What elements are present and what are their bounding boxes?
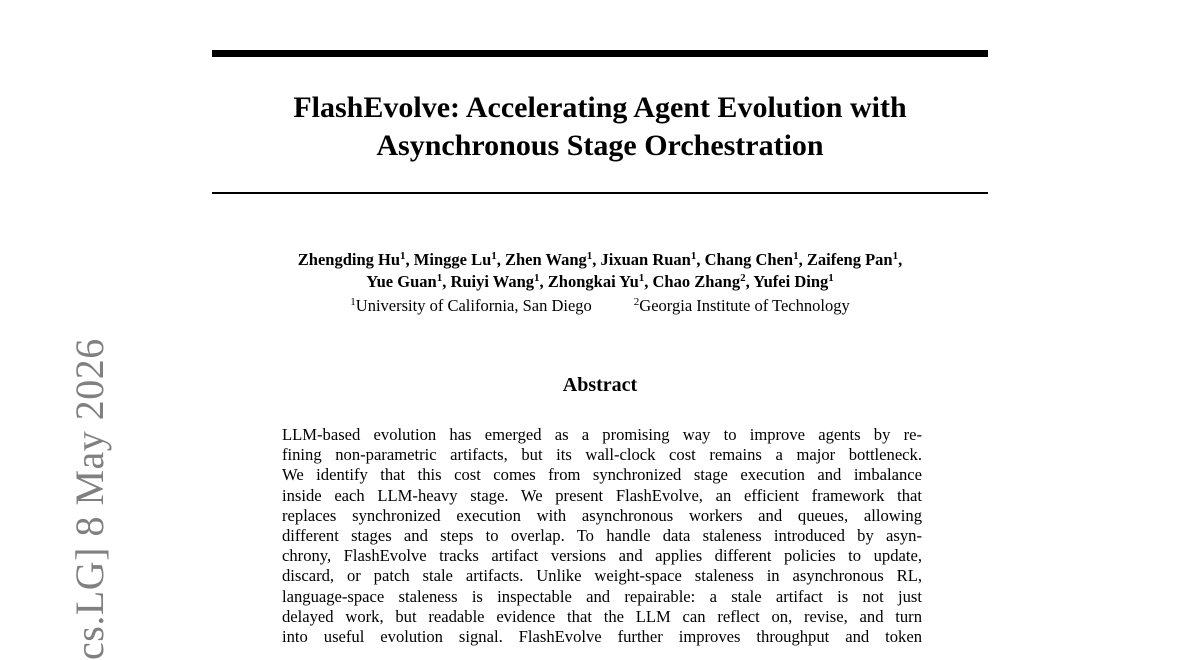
author-name: Yufei Ding: [753, 272, 829, 291]
author-name: Mingge Lu: [413, 250, 492, 269]
author-name: Jixuan Ruan: [600, 250, 691, 269]
abstract-line: LLM-based evolution has emerged as a promising way to improve agents by re-: [282, 425, 922, 444]
author-line-1: Zhengding Hu$^1$, Mingge Lu$^1$, Zhen Wang$^1$, Jixuan Ruan$^1$, Chang Chen$^1$, Zaifeng Pan$^1$,: [297, 250, 903, 269]
author-affiliation-mark: 2: [740, 272, 746, 284]
affiliation-mark: 1: [350, 296, 356, 308]
abstract-line: chrony, FlashEvolve tracks artifact versions and applies different policies to update,: [282, 546, 922, 566]
author-affiliation-mark: 1: [400, 250, 406, 262]
abstract-line: delayed work, but readable evidence that the LLM can reflect on, revise, and turn: [282, 606, 922, 626]
paper-title: [212, 89, 988, 165]
author-affiliation-mark: 1: [534, 272, 540, 284]
abstract-line: different stages and steps to overlap. To handle data staleness introduced by asyn-: [282, 526, 922, 546]
author-name: Zhengding Hu: [297, 250, 401, 269]
author-name: Chang Chen: [704, 250, 794, 269]
abstract-line: into useful evolution signal. FlashEvolve further improves throughput and token: [282, 627, 922, 647]
affiliations: [212, 295, 988, 317]
affiliation-name: Georgia Institute of Technology: [639, 296, 850, 315]
author-name: Zaifeng Pan: [806, 250, 893, 269]
author-affiliation-mark: 1: [892, 250, 899, 262]
author-name: Ruiyi Wang: [450, 272, 535, 291]
top-rule: [212, 50, 988, 57]
affiliation-name: University of California, San Diego: [355, 296, 592, 315]
author-affiliation-mark: 1: [491, 250, 497, 262]
author-line-2: Yue Guan$^1$, Ruiyi Wang$^1$, Zhongkai Yu$^1$, Chao Zhang$^2$, Yufei Ding$^1$: [366, 272, 834, 291]
abstract-line: fining non-parametric artifacts, but its wall-clock cost remains a major bottleneck.: [282, 445, 922, 465]
title-bottom-rule: [212, 192, 988, 194]
abstract-line: discard, or patch stale artifacts. Unlike weight-space staleness in asynchronous RL,: [282, 566, 922, 586]
author-affiliation-mark: 1: [586, 250, 593, 262]
author-affiliation-mark: 1: [793, 250, 799, 262]
abstract-line: We identify that this cost comes from synchronized stage execution and imbalance: [282, 465, 922, 485]
author-affiliation-mark: 1: [638, 272, 645, 284]
abstract-body: [282, 425, 922, 647]
abstract-line: language-space staleness is inspectable and repairable: a stale artifact is not just: [282, 586, 922, 606]
author-list: [212, 249, 988, 293]
author-name: Chao Zhang: [652, 272, 741, 291]
author-affiliation-mark: 1: [436, 272, 443, 284]
author-affiliation-mark: 1: [828, 272, 834, 284]
author-affiliation-mark: 1: [690, 250, 697, 262]
arxiv-identifier-stamp: cs.LG] 8 May 2026: [67, 338, 112, 660]
title-line-2: Asynchronous Stage Orchestration: [376, 129, 824, 162]
affiliation-mark: 2: [633, 296, 640, 308]
author-name: Yue Guan: [366, 272, 437, 291]
author-name: Zhen Wang: [505, 250, 587, 269]
abstract-heading: Abstract: [562, 374, 638, 396]
author-name: Zhongkai Yu: [547, 272, 639, 291]
title-line-1: FlashEvolve: Accelerating Agent Evolution with: [293, 91, 907, 124]
abstract-line: inside each LLM-heavy stage. We present FlashEvolve, an efficient framework that: [282, 485, 922, 505]
abstract-line: replaces synchronized execution with asynchronous workers and queues, allowing: [282, 505, 922, 525]
